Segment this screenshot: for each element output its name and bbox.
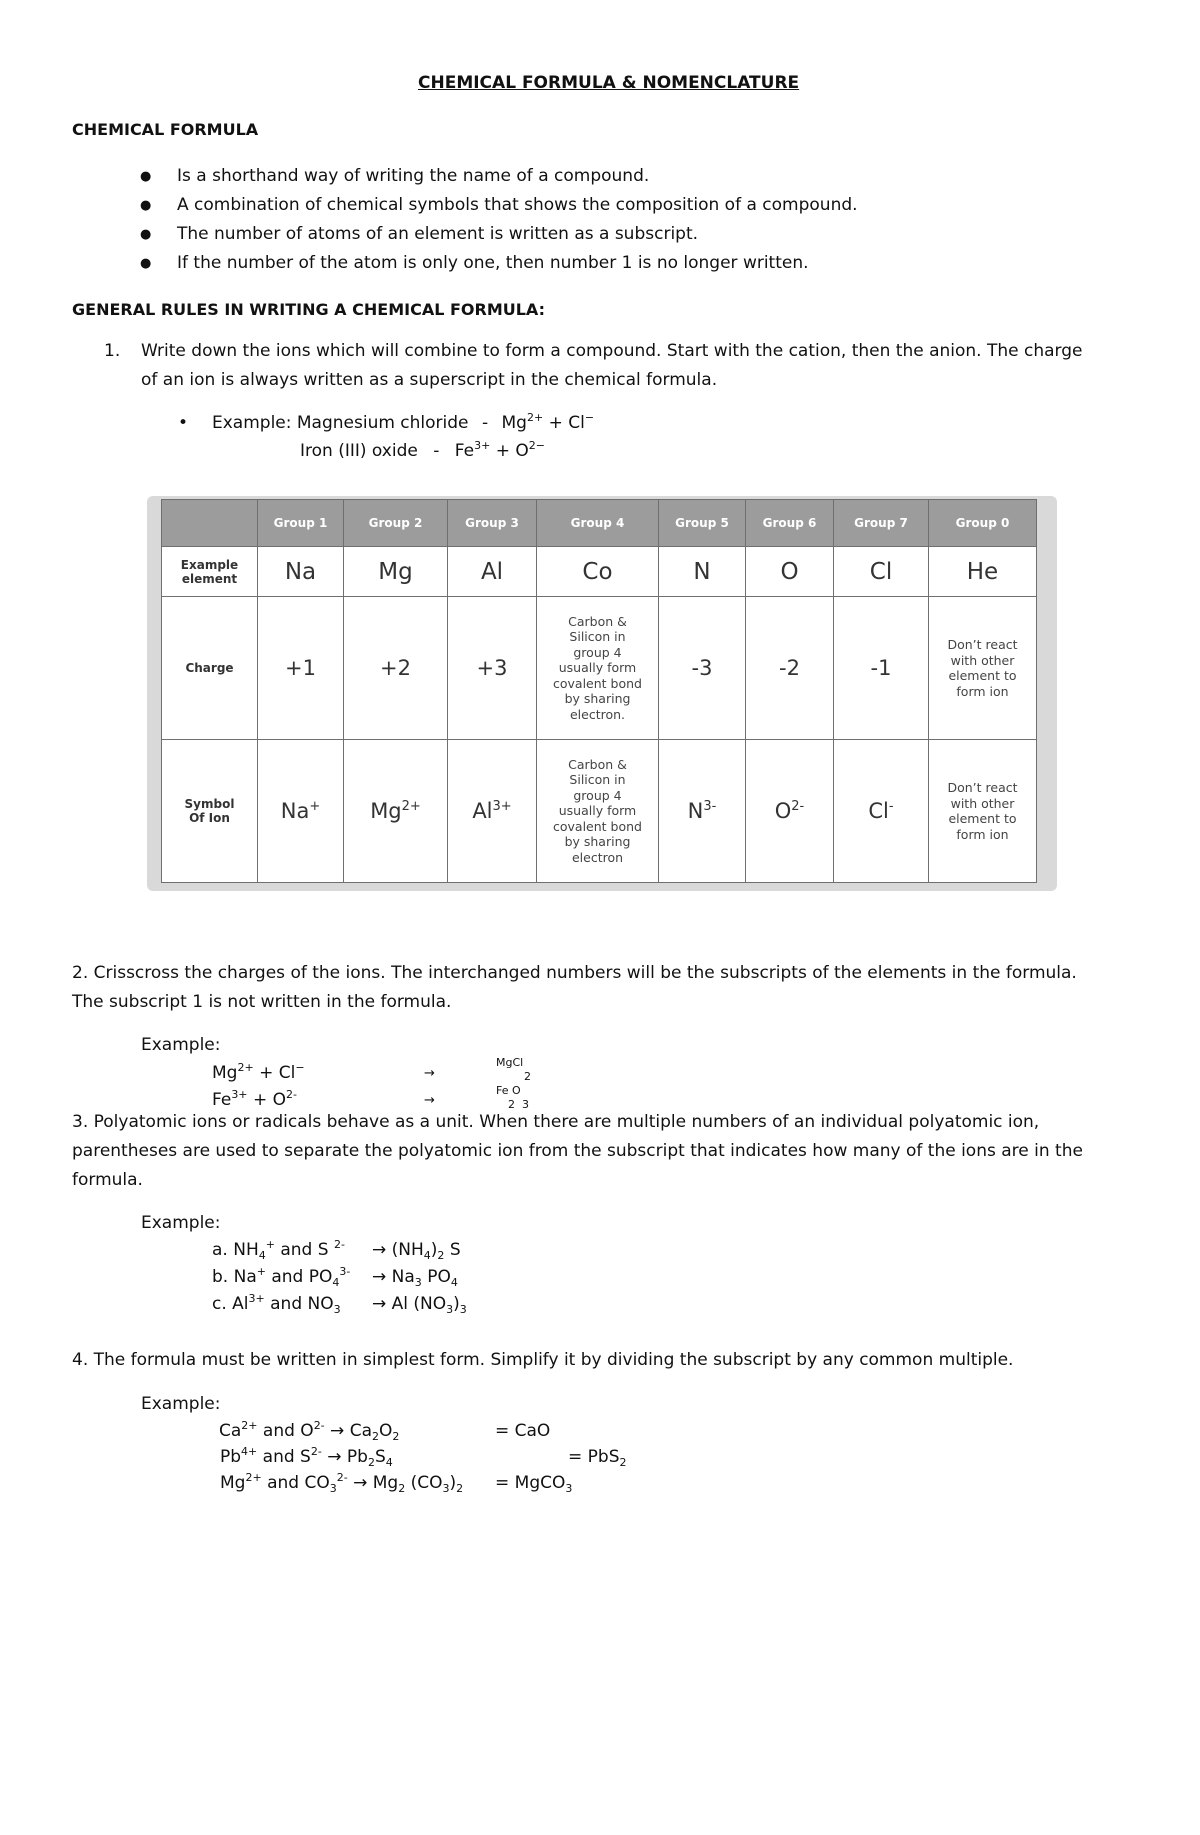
compound-name: Iron (III) oxide — [300, 441, 418, 461]
subscript: 3 — [442, 1482, 450, 1495]
result-text: S — [444, 1240, 461, 1260]
ion-charge: 2- — [791, 799, 805, 814]
ion-cell — [746, 740, 834, 883]
superscript: + — [265, 1238, 275, 1251]
group-header: Group 7 — [834, 500, 929, 547]
group0-note-cell: Don’t react with other element to form ion — [929, 597, 1037, 740]
group4-note-cell: Carbon & Silicon in group 4 usually form covalent bond by sharing electron — [537, 740, 659, 883]
table-row — [162, 547, 1037, 597]
result-text: = PbS — [568, 1447, 620, 1467]
group-header: Group 3 — [448, 500, 537, 547]
ion-formula: + O — [252, 1090, 286, 1110]
element-cell: Cl — [834, 547, 929, 597]
ion-symbol: Na — [280, 799, 310, 823]
table-row — [162, 597, 1037, 740]
formula-result: MgCl — [496, 1056, 524, 1069]
example-text: b. Na — [212, 1267, 257, 1287]
charge-superscript: − — [295, 1061, 305, 1074]
row-label: Charge — [162, 597, 258, 740]
rule3-example-b — [212, 1263, 350, 1292]
element-cell: Co — [537, 547, 659, 597]
charge-superscript: 3+ — [474, 439, 491, 452]
subscript: 4 — [332, 1276, 340, 1289]
result-text: → Al (NO — [372, 1294, 447, 1314]
ion-charge: - — [888, 799, 894, 814]
dash: - — [481, 413, 489, 433]
superscript: 2- — [310, 1445, 322, 1458]
ion-formula: Mg — [212, 1063, 238, 1083]
rule1-text-line1: Write down the ions which will combine to form a compound. Start with the cation, then the anion. The charge — [141, 341, 1083, 361]
rule3-text-line2: parentheses are used to separate the polyatomic ion from the subscript that indicates how many of the ions are in the — [72, 1141, 1083, 1161]
result-text: → Na — [372, 1267, 415, 1287]
charge-cell: -2 — [746, 597, 834, 740]
charge-superscript: 2+ — [526, 411, 544, 424]
element-cell: O — [746, 547, 834, 597]
ion-cell — [834, 740, 929, 883]
subscript: 2 — [456, 1482, 464, 1495]
rule3-text-line1: 3. Polyatomic ions or radicals behave as a unit. When there are multiple numbers of an individual polyatomic ion, — [72, 1112, 1040, 1132]
rule4-example-1 — [219, 1417, 399, 1446]
example-label: Example: — [141, 1394, 221, 1414]
subscript: 4 — [385, 1456, 393, 1469]
charge-cell: -3 — [659, 597, 746, 740]
example-text: → Pb — [321, 1447, 368, 1467]
rule1-number: 1. — [104, 341, 121, 361]
rule3-result-c — [372, 1290, 467, 1319]
element-cell: He — [929, 547, 1037, 597]
subscript: 2 — [619, 1456, 627, 1469]
page-title: CHEMICAL FORMULA & NOMENCLATURE — [418, 73, 800, 93]
subscript: 2 — [398, 1482, 406, 1495]
example-text: (CO — [405, 1473, 443, 1493]
section-heading-general-rules: GENERAL RULES IN WRITING A CHEMICAL FORMULA: — [72, 300, 545, 319]
subscript: 3 — [446, 1303, 454, 1316]
group-header: Group 2 — [344, 500, 448, 547]
ion-symbol: Cl — [868, 799, 889, 823]
rule3-result-a — [372, 1236, 461, 1265]
example-text: c. Al — [212, 1294, 249, 1314]
ion-formula: + Cl — [259, 1063, 296, 1083]
example-text: and S — [257, 1447, 311, 1467]
section-heading-chemical-formula: CHEMICAL FORMULA — [72, 120, 259, 139]
subscript: 3 — [333, 1303, 341, 1316]
rule3-text-line3: formula. — [72, 1170, 143, 1190]
example-label: Example: — [141, 1213, 221, 1233]
result-text: PO — [421, 1267, 451, 1287]
arrow-icon: → — [424, 1066, 435, 1081]
rule2-example-line1 — [212, 1059, 305, 1088]
ion-cell — [258, 740, 344, 883]
element-cell: Al — [448, 547, 537, 597]
element-cell: N — [659, 547, 746, 597]
superscript: 2- — [333, 1238, 345, 1251]
rule2-text-line2: The subscript 1 is not written in the formula. — [72, 992, 452, 1012]
example-text: ) — [449, 1473, 457, 1493]
rule2-result-1 — [496, 1056, 531, 1084]
subscript: 4 — [423, 1249, 431, 1262]
rule3-example-a — [212, 1236, 345, 1265]
ion-charge: + — [309, 799, 321, 814]
rule1-example-line2 — [300, 437, 545, 466]
ion-formula: Fe — [454, 441, 475, 461]
ion-symbol: Mg — [370, 799, 402, 823]
superscript: 2+ — [245, 1471, 262, 1484]
list-item: ● The number of atoms of an element is written as a subscript. — [140, 220, 858, 249]
ion-symbol: O — [774, 799, 792, 823]
charge-superscript: 3+ — [231, 1088, 248, 1101]
rule4-example-3 — [220, 1469, 463, 1498]
superscript: 2- — [313, 1419, 325, 1432]
charge-superscript: 2+ — [237, 1061, 254, 1074]
subscript: 3 — [459, 1303, 467, 1316]
charge-cell: +1 — [258, 597, 344, 740]
group0-note-cell: Don’t react with other element to form ion — [929, 740, 1037, 883]
element-cell: Na — [258, 547, 344, 597]
rule3-example-c — [212, 1290, 341, 1319]
subscript: 2 — [392, 1430, 400, 1443]
rule3-result-b — [372, 1263, 458, 1292]
table-row — [162, 740, 1037, 883]
result-text: → (NH — [372, 1240, 424, 1260]
ion-charge-table — [161, 499, 1037, 883]
ion-formula: Fe — [212, 1090, 232, 1110]
example-label: Example: — [141, 1035, 221, 1055]
ion-cell — [659, 740, 746, 883]
formula-result: Fe O — [496, 1084, 521, 1097]
group-header: Group 4 — [537, 500, 659, 547]
group-header: Group 6 — [746, 500, 834, 547]
row-label: Example element — [162, 547, 258, 597]
list-item: ● Is a shorthand way of writing the name of a compound. — [140, 162, 858, 191]
example-text: → Mg — [347, 1473, 399, 1493]
ion-charge: 2+ — [401, 799, 421, 814]
ion-charge: 3- — [703, 799, 717, 814]
charge-cell: +3 — [448, 597, 537, 740]
arrow-icon: → — [424, 1093, 435, 1108]
charge-superscript: 2- — [285, 1088, 297, 1101]
charge-cell: +2 — [344, 597, 448, 740]
rule1-text-line2: of an ion is always written as a superscript in the chemical formula. — [141, 370, 718, 390]
ion-formula: + O — [495, 441, 529, 461]
example-text: and S — [274, 1240, 334, 1260]
ion-cell — [448, 740, 537, 883]
rule1-example-line1 — [212, 409, 594, 438]
rule4-simplified-3 — [495, 1469, 572, 1498]
list-item: ● A combination of chemical symbols that shows the composition of a compound. — [140, 191, 858, 220]
superscript: 3- — [339, 1265, 351, 1278]
example-text: Pb — [220, 1447, 242, 1467]
list-item: ● If the number of the atom is only one, then number 1 is no longer written. — [140, 249, 858, 278]
subscript: 3 — [414, 1276, 422, 1289]
example-text: O — [379, 1421, 393, 1441]
ion-symbol: N — [687, 799, 704, 823]
rule2-text-line1: 2. Crisscross the charges of the ions. The interchanged numbers will be the subscripts of the elements in the formula. — [72, 963, 1077, 983]
rule4-simplified-1: = CaO — [495, 1421, 551, 1441]
group-header: Group 5 — [659, 500, 746, 547]
ion-charge-table-image — [147, 496, 1057, 891]
ion-cell — [344, 740, 448, 883]
result-text: = MgCO — [495, 1473, 566, 1493]
example-text: S — [374, 1447, 386, 1467]
definition-list — [140, 162, 858, 278]
table-corner — [162, 500, 258, 547]
superscript: + — [256, 1265, 266, 1278]
subscript: 3 — [565, 1482, 573, 1495]
rule4-text-line1: 4. The formula must be written in simplest form. Simplify it by dividing the subscript by any common multiple. — [72, 1350, 1014, 1370]
charge-cell: -1 — [834, 597, 929, 740]
group-header: Group 0 — [929, 500, 1037, 547]
ion-charge: 3+ — [492, 799, 512, 814]
ion-symbol: Al — [472, 799, 493, 823]
superscript: 2- — [336, 1471, 348, 1484]
example-text: a. NH — [212, 1240, 259, 1260]
subscript: 2 — [372, 1430, 379, 1443]
charge-superscript: − — [584, 411, 595, 424]
example-text: and CO — [261, 1473, 330, 1493]
group-header: Group 1 — [258, 500, 344, 547]
formula-subscript: 2 — [524, 1070, 531, 1083]
example-text: and PO — [265, 1267, 333, 1287]
example-text: Ca — [219, 1421, 242, 1441]
superscript: 2+ — [241, 1419, 258, 1432]
result-text: ) — [453, 1294, 460, 1314]
rule4-simplified-2 — [568, 1443, 626, 1472]
result-text: ) — [430, 1240, 438, 1260]
ion-formula: Mg — [501, 413, 527, 433]
example-text: and O — [257, 1421, 314, 1441]
dash: - — [433, 441, 440, 461]
group4-note-cell: Carbon & Silicon in group 4 usually form covalent bond by sharing electron. — [537, 597, 659, 740]
formula-subscript: 2 3 — [508, 1098, 529, 1111]
example-bullet: • — [178, 413, 189, 433]
row-label: Symbol Of Ion — [162, 740, 258, 883]
subscript: 4 — [450, 1276, 458, 1289]
subscript: 2 — [367, 1456, 375, 1469]
example-text: and NO — [264, 1294, 334, 1314]
ion-formula: + Cl — [548, 413, 585, 433]
rule4-example-2 — [220, 1443, 393, 1472]
charge-superscript: 2− — [528, 439, 545, 452]
example-text: Mg — [220, 1473, 246, 1493]
subscript: 4 — [258, 1249, 266, 1262]
example-text: → Ca — [324, 1421, 372, 1441]
example-label: Example: Magnesium chloride — [212, 413, 469, 433]
subscript: 2 — [437, 1249, 445, 1262]
subscript: 3 — [329, 1482, 337, 1495]
element-cell: Mg — [344, 547, 448, 597]
superscript: 3+ — [248, 1292, 265, 1305]
superscript: 4+ — [241, 1445, 258, 1458]
